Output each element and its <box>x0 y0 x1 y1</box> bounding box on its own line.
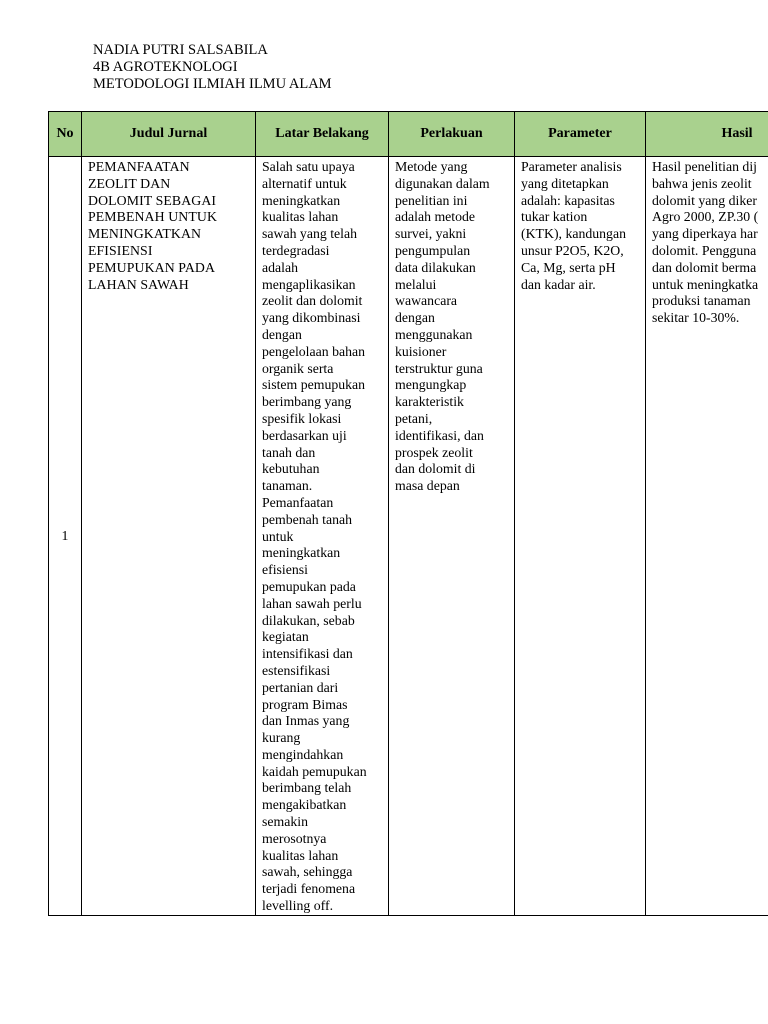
student-name: NADIA PUTRI SALSABILA <box>93 42 268 58</box>
cell-parameter: Parameter analisis yang ditetapkan adalah: kapasitas tukar kation (KTK), kandungan unsur P2O5, K2O, Ca, Mg, serta pH dan kadar air. <box>515 157 646 916</box>
cell-no: 1 <box>49 157 82 916</box>
journal-table <box>48 111 768 916</box>
student-class: 4B AGROTEKNOLOGI <box>93 59 238 75</box>
column-header-perlakuan: Perlakuan <box>389 112 515 157</box>
cell-perlakuan: Metode yang digunakan dalam penelitian ini adalah metode survei, yakni pengumpulan data dilakukan melalui wawancara dengan menggunakan kuisioner terstruktur guna mengungkap karakteristik petani, identifikasi, dan prospek zeolit dan dolomit di masa depan <box>389 157 515 916</box>
cell-hasil: Hasil penelitian dij bahwa jenis zeolit dolomit yang diker Agro 2000, ZP.30 ( yang diperkaya har dolomit. Pengguna dan dolomit berma untuk meningkatka produksi tanaman sekitar 10-30%. <box>646 157 768 916</box>
table-row <box>49 157 768 916</box>
column-header-latar-belakang: Latar Belakang <box>256 112 389 157</box>
column-header-parameter: Parameter <box>515 112 646 157</box>
column-header-no: No <box>49 112 82 157</box>
course-title: METODOLOGI ILMIAH ILMU ALAM <box>93 76 332 92</box>
cell-latar-belakang: Salah satu upaya alternatif untuk meningkatkan kualitas lahan sawah yang telah terdegradasi adalah mengaplikasikan zeolit dan dolomit yang dikombinasi dengan pengelolaan bahan organik serta sistem pemupukan berimbang yang spesifik lokasi berdasarkan uji tanah dan kebutuhan tanaman. Pemanfaatan pembenah tanah untuk meningkatkan efisiensi pemupukan pada lahan sawah perlu dilakukan, sebab kegiatan intensifikasi dan estensifikasi pertanian dari program Bimas dan Inmas yang kurang mengindahkan kaidah pemupukan berimbang telah mengakibatkan semakin merosotnya kualitas lahan sawah, sehingga terjadi fenomena levelling off. <box>256 157 389 916</box>
journal-table-container <box>48 111 768 916</box>
cell-judul-jurnal: PEMANFAATAN ZEOLIT DAN DOLOMIT SEBAGAI PEMBENAH UNTUK MENINGKATKAN EFISIENSI PEMUPUKAN PADA LAHAN SAWAH <box>82 157 256 916</box>
document-header <box>93 42 332 93</box>
column-header-hasil: Hasil <box>646 112 768 157</box>
column-header-judul-jurnal: Judul Jurnal <box>82 112 256 157</box>
table-header-row <box>49 112 768 157</box>
